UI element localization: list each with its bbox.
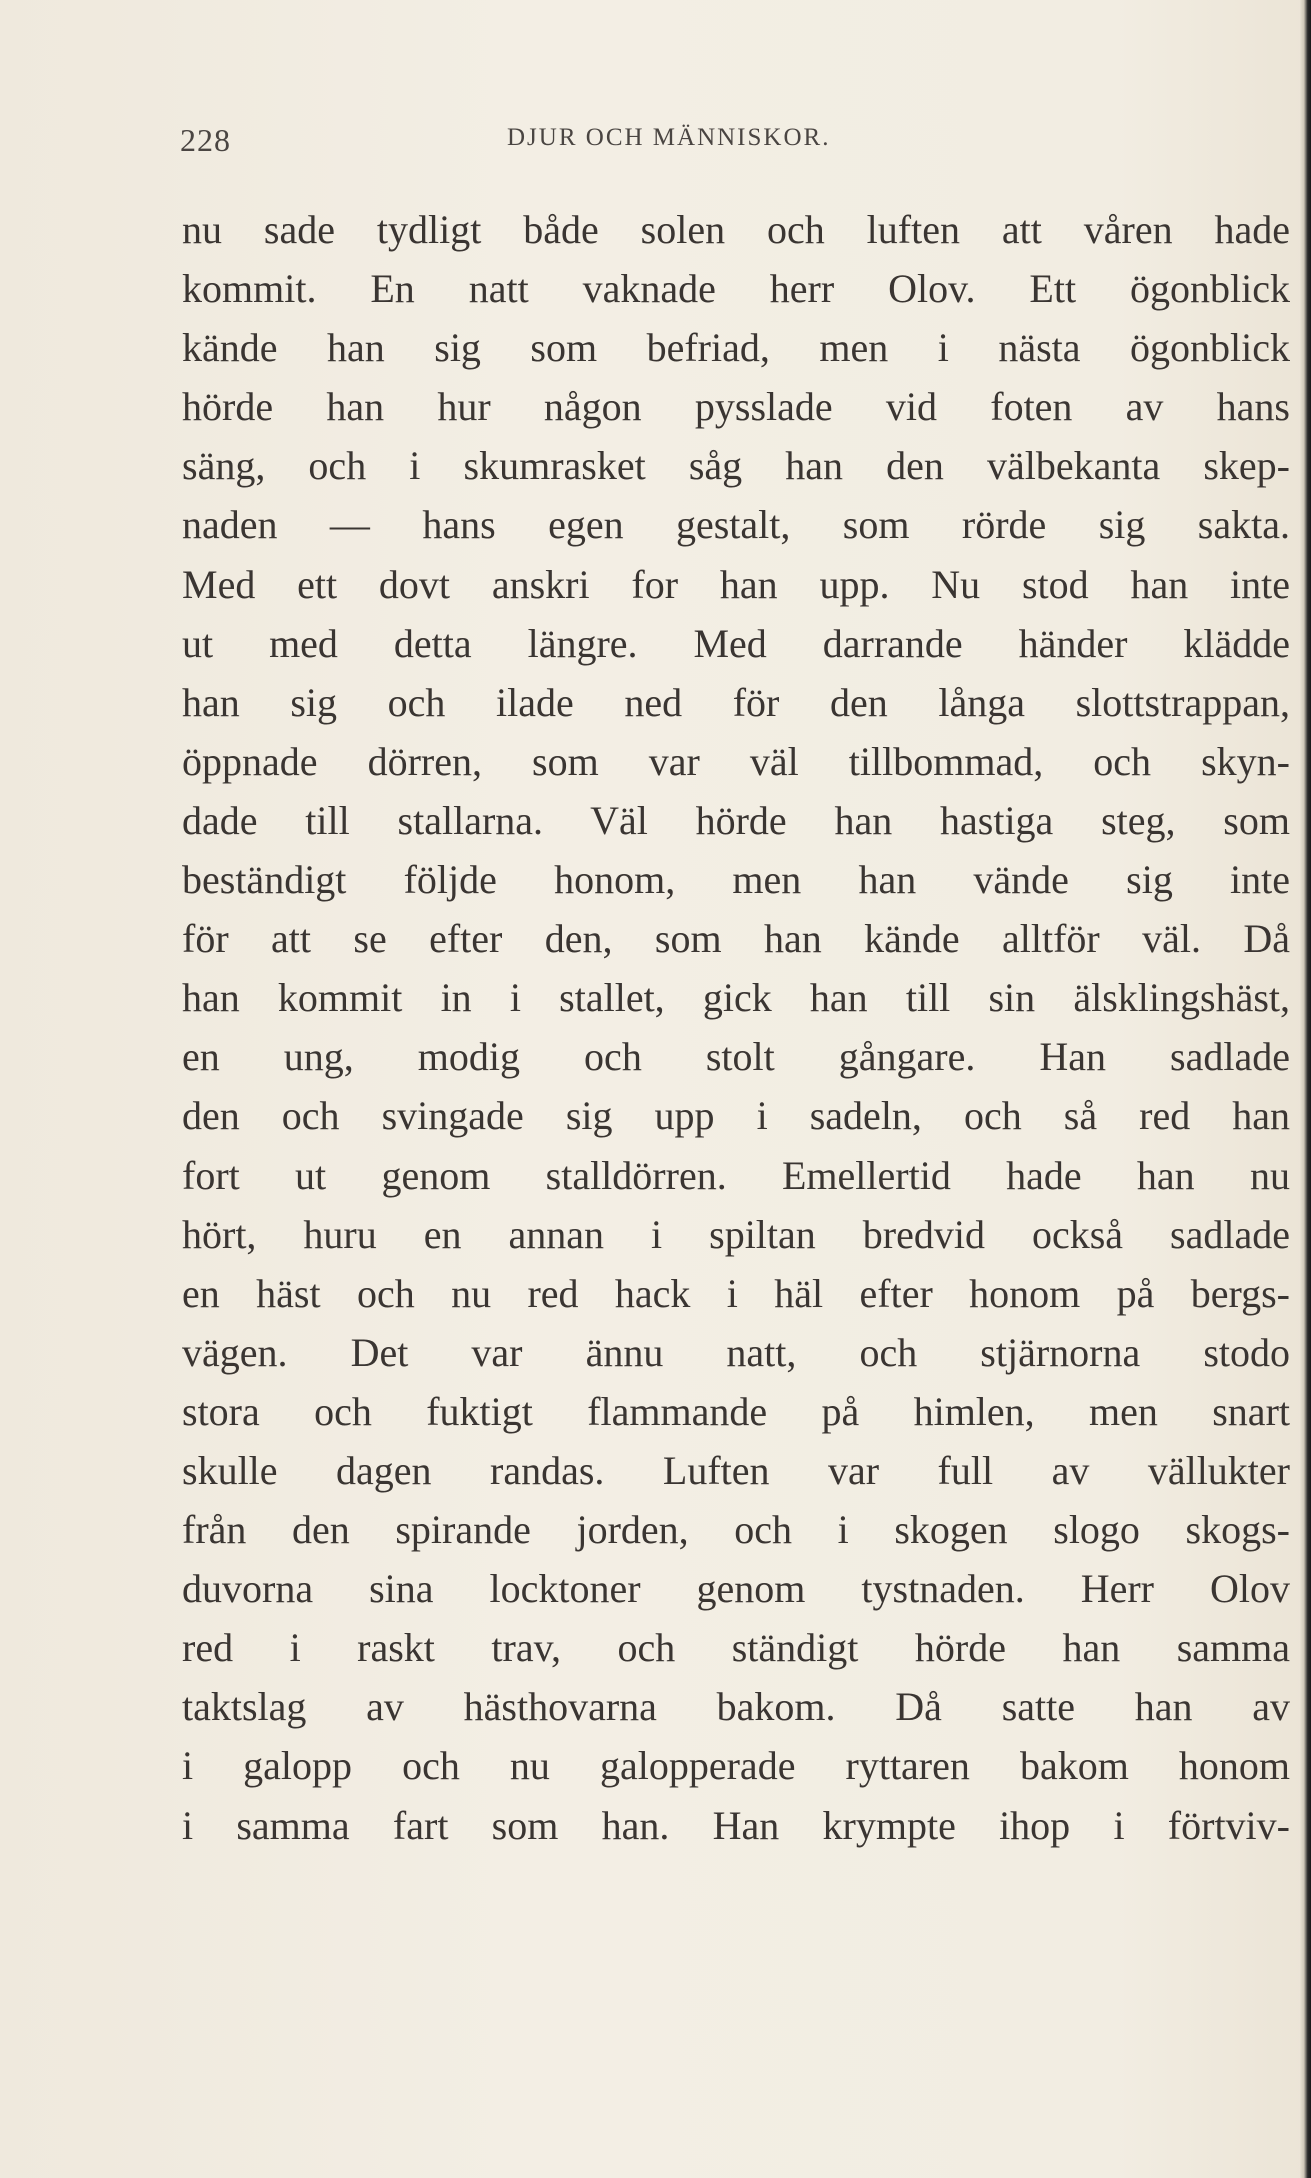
text-line: ut med detta längre. Med darrande händer klädde — [182, 620, 1290, 666]
page-edge-shadow — [1300, 0, 1311, 2178]
text-line: red i raskt trav, och ständigt hörde han samma — [182, 1625, 1290, 1671]
text-line: naden — hans egen gestalt, som rörde sig sakta. — [182, 502, 1290, 548]
text-line: dade till stallarna. Väl hörde han hastiga steg, som — [182, 797, 1290, 843]
text-line: öppnade dörren, som var väl tillbommad, och skyn- — [182, 738, 1290, 784]
text-line: skulle dagen randas. Luften var full av vällukter — [182, 1447, 1290, 1493]
text-line: duvorna sina locktoner genom tystnaden. Herr Olov — [182, 1566, 1290, 1612]
text-line: i samma fart som han. Han krympte ihop i förtviv- — [182, 1802, 1290, 1848]
text-line: den och svingade sig upp i sadeln, och så red han — [182, 1093, 1290, 1139]
text-line: fort ut genom stalldörren. Emellertid hade han nu — [182, 1152, 1290, 1198]
text-line: nu sade tydligt både solen och luften att våren hade — [182, 207, 1290, 252]
text-line: kommit. En natt vaknade herr Olov. Ett ögonblick — [182, 266, 1290, 312]
text-line: vägen. Det var ännu natt, och stjärnorna stodo — [182, 1329, 1290, 1375]
text-line: hört, huru en annan i spiltan bredvid också sadlade — [182, 1211, 1290, 1257]
text-line: från den spirande jorden, och i skogen slogo skogs- — [182, 1507, 1290, 1553]
text-line: han kommit in i stallet, gick han till sin älsklingshäst, — [182, 975, 1290, 1021]
body-text — [182, 200, 1290, 1855]
text-line: taktslag av hästhovarna bakom. Då satte han av — [182, 1684, 1290, 1730]
text-line: för att se efter den, som han kände alltför väl. Då — [182, 916, 1290, 962]
text-line: Med ett dovt anskri for han upp. Nu stod han inte — [182, 561, 1290, 607]
text-line: kände han sig som befriad, men i nästa ögonblick — [182, 325, 1290, 371]
text-line: en ung, modig och stolt gångare. Han sadlade — [182, 1034, 1290, 1080]
text-line: beständigt följde honom, men han vände sig inte — [182, 857, 1290, 903]
running-head — [180, 122, 1290, 162]
text-line: stora och fuktigt flammande på himlen, men snart — [182, 1388, 1290, 1434]
text-line: en häst och nu red hack i häl efter honom på bergs- — [182, 1270, 1290, 1316]
page-number: 228 — [180, 122, 231, 158]
text-line: han sig och ilade ned för den långa slottstrappan, — [182, 679, 1290, 725]
text-line: säng, och i skumrasket såg han den välbekanta skep- — [182, 443, 1290, 489]
running-title: DJUR OCH MÄNNISKOR. — [507, 124, 831, 151]
text-line: hörde han hur någon pysslade vid foten av hans — [182, 384, 1290, 430]
text-line: i galopp och nu galopperade ryttaren bakom honom — [182, 1743, 1290, 1789]
